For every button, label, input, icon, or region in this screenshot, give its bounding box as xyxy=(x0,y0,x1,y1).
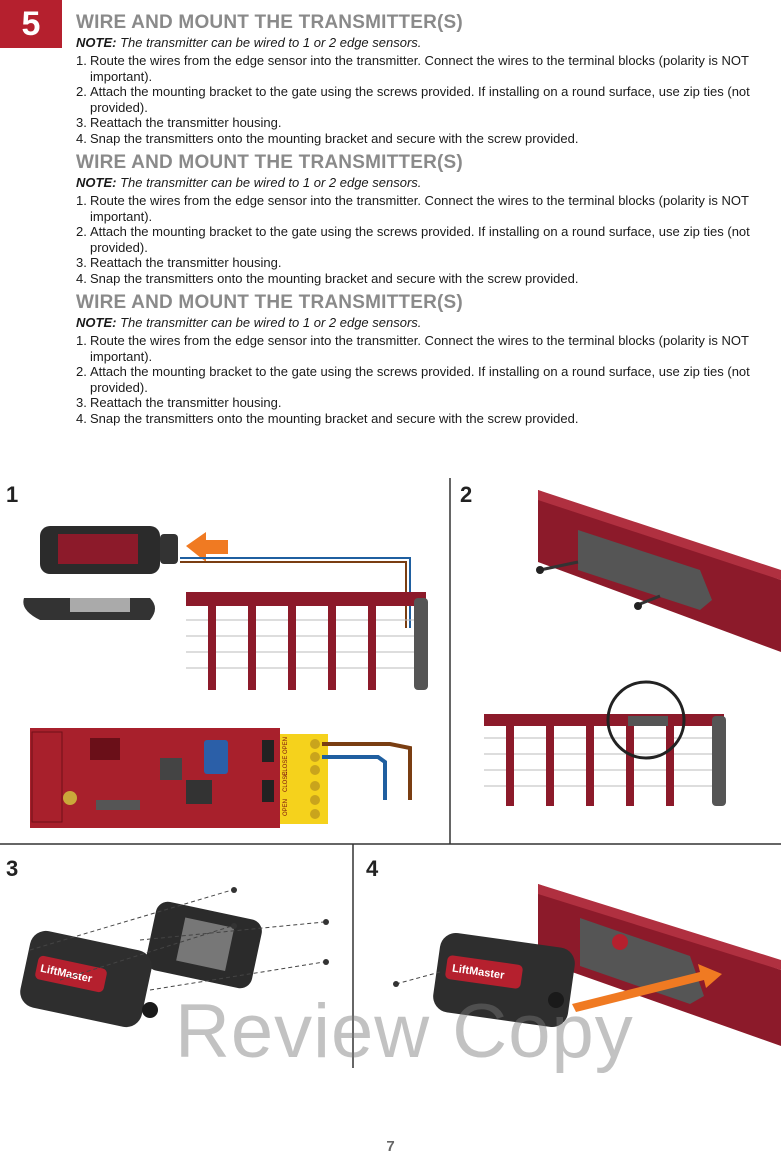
note-label: NOTE: xyxy=(76,175,117,190)
step-num: 3. xyxy=(76,255,87,270)
list-item xyxy=(76,364,766,395)
step-text: Attach the mounting bracket to the gate using the screws provided. If installing on a round surface, use zip ties (not provided). xyxy=(90,224,750,255)
step-list xyxy=(76,53,766,146)
step-text: Snap the transmitters onto the mounting bracket and secure with the screw provided. xyxy=(90,410,579,426)
step-num: 2. xyxy=(76,84,87,99)
instruction-section xyxy=(76,12,766,146)
note-text: The transmitter can be wired to 1 or 2 edge sensors. xyxy=(120,175,422,190)
step-list xyxy=(76,333,766,426)
step-text: Attach the mounting bracket to the gate using the screws provided. If installing on a round surface, use zip ties (not provided). xyxy=(90,84,750,115)
step-num: 4. xyxy=(76,270,87,286)
step-text: Route the wires from the edge sensor into the transmitter. Connect the wires to the terminal blocks (polarity is NOT important). xyxy=(90,333,749,364)
list-item xyxy=(76,84,766,115)
note-text: The transmitter can be wired to 1 or 2 edge sensors. xyxy=(120,35,422,50)
step-text: Route the wires from the edge sensor into the transmitter. Connect the wires to the terminal blocks (polarity is NOT important). xyxy=(90,53,749,84)
step-text: Reattach the transmitter housing. xyxy=(90,115,282,130)
note-text: The transmitter can be wired to 1 or 2 edge sensors. xyxy=(120,315,422,330)
terminal-label: OPEN xyxy=(283,798,289,816)
list-item xyxy=(76,193,766,224)
step-num: 1. xyxy=(76,333,87,348)
terminal-label: CLOSE xyxy=(283,755,289,776)
step-text: Route the wires from the edge sensor into the transmitter. Connect the wires to the terminal blocks (polarity is NOT important). xyxy=(90,193,749,224)
step-num: 3. xyxy=(76,115,87,130)
list-item xyxy=(76,255,766,271)
step-text: Attach the mounting bracket to the gate using the screws provided. If installing on a round surface, use zip ties (not provided). xyxy=(90,364,750,395)
section-heading: WIRE AND MOUNT THE TRANSMITTER(S) xyxy=(76,292,463,313)
list-item xyxy=(76,410,766,427)
step-num: 1. xyxy=(76,193,87,208)
instruction-section xyxy=(76,152,766,286)
list-item xyxy=(76,224,766,255)
step-num: 3. xyxy=(76,395,87,410)
note xyxy=(76,35,766,51)
instruction-section xyxy=(76,292,766,426)
list-item xyxy=(76,130,766,147)
terminal-label: CLOSE xyxy=(283,771,289,792)
note xyxy=(76,315,766,331)
step-num: 4. xyxy=(76,130,87,146)
page-number: 7 xyxy=(386,1138,395,1155)
list-item xyxy=(76,270,766,287)
figure-number: 1 xyxy=(6,482,19,507)
note xyxy=(76,175,766,191)
fig1-gate xyxy=(186,592,428,690)
step-text: Snap the transmitters onto the mounting bracket and secure with the screw provided. xyxy=(90,270,579,286)
note-label: NOTE: xyxy=(76,315,117,330)
fig1-transmitter-open xyxy=(23,526,178,620)
step-text: Snap the transmitters onto the mounting bracket and secure with the screw provided. xyxy=(90,130,579,146)
brand-label: LiftMaster xyxy=(451,962,506,982)
fig1-circuit-board xyxy=(30,728,410,828)
step-num: 2. xyxy=(76,224,87,239)
instructions xyxy=(76,12,766,432)
fig2-gate-detail xyxy=(484,682,726,806)
brand-label: LiftMaster xyxy=(39,962,94,986)
step-num: 1. xyxy=(76,53,87,68)
step-text: Reattach the transmitter housing. xyxy=(90,255,282,270)
fig2-bracket-on-gate xyxy=(536,490,781,652)
review-copy-watermark: Review Copy xyxy=(175,989,634,1074)
section-heading: WIRE AND MOUNT THE TRANSMITTER(S) xyxy=(76,152,463,173)
step-text: Reattach the transmitter housing. xyxy=(90,395,282,410)
step-number-badge: 5 xyxy=(0,0,62,48)
terminal-label: OPEN xyxy=(283,736,289,754)
list-item xyxy=(76,395,766,411)
figure-number: 2 xyxy=(460,482,473,507)
step-num: 4. xyxy=(76,410,87,426)
list-item xyxy=(76,333,766,364)
figure-number: 3 xyxy=(6,856,19,881)
step-list xyxy=(76,193,766,286)
list-item xyxy=(76,115,766,131)
step-num: 2. xyxy=(76,364,87,379)
note-label: NOTE: xyxy=(76,35,117,50)
section-heading: WIRE AND MOUNT THE TRANSMITTER(S) xyxy=(76,12,463,33)
figure-number: 4 xyxy=(366,856,379,881)
list-item xyxy=(76,53,766,84)
